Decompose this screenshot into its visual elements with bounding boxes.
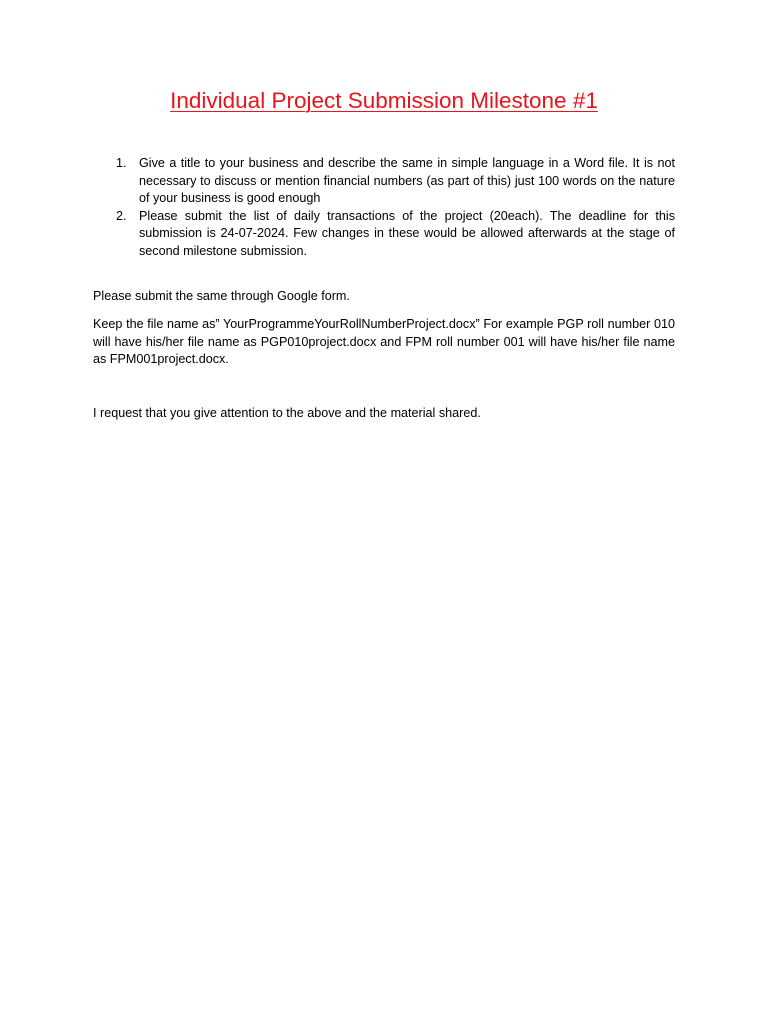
list-item-text: Give a title to your business and describe the same in simple language in a Word file. It is not necessary to discuss or mention financial numbers (as part of this) just 100 words on the nature of your business is good enough xyxy=(139,156,675,205)
list-item xyxy=(116,155,675,208)
list-item xyxy=(116,208,675,261)
file-naming-paragraph: Keep the file name as” YourProgrammeYourRollNumberProject.docx” For example PGP roll number 010 will have his/her file name as PGP010project.docx and FPM roll number 001 will have his/her file name as FPM001project.docx. xyxy=(93,317,675,366)
list-item-number: 2. xyxy=(116,208,127,223)
requirements-list xyxy=(116,155,675,260)
document-title: Individual Project Submission Milestone #1 xyxy=(170,88,598,113)
list-item-text: Please submit the list of daily transactions of the project (20each). The deadline for this submission is 24-07-2024. Few changes in these would be allowed afterwards at the stage of second milestone submission. xyxy=(139,208,675,258)
submission-method-paragraph: Please submit the same through Google form. xyxy=(93,289,350,303)
list-item-number: 1. xyxy=(116,156,127,170)
closing-request-paragraph: I request that you give attention to the above and the material shared. xyxy=(93,406,481,420)
